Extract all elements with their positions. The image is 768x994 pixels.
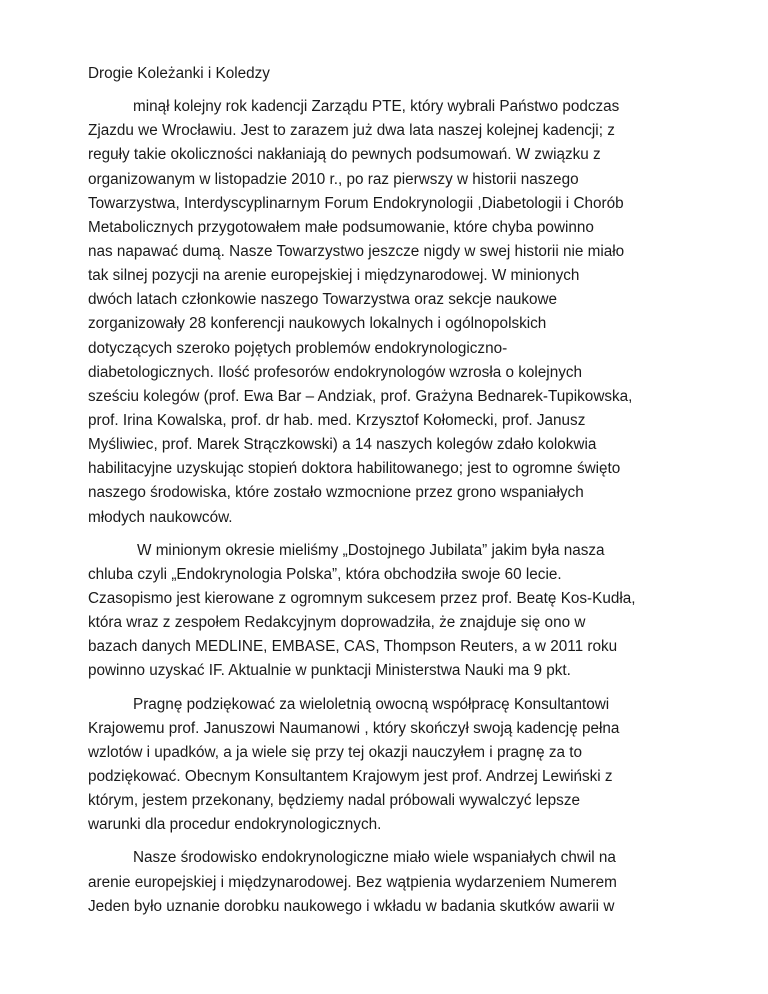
paragraph-line: młodych naukowców. [88,508,233,526]
paragraph-2 [88,539,688,684]
paragraph-line: minął kolejny rok kadencji Zarządu PTE, który wybrali Państwo podczas [133,98,620,116]
paragraph-line: która wraz z zespołem Redakcyjnym doprowadziła, że znajduje się ono w [88,614,586,632]
paragraph-line: prof. Irina Kowalska, prof. dr hab. med. Krzysztof Kołomecki, prof. Janusz [88,411,586,429]
paragraph-1 [88,95,688,530]
paragraph-4 [88,846,688,918]
paragraph-line: Towarzystwa, Interdyscyplinarnym Forum Endokrynologii ,Diabetologii i Chorób [88,194,624,212]
paragraph-3 [88,693,688,838]
paragraph-line: którym, jestem przekonany, będziemy nadal próbowali wywalczyć lepsze [88,792,580,810]
paragraph-line: warunki dla procedur endokrynologicznych. [88,816,382,834]
paragraph-line: powinno uzyskać IF. Aktualnie w punktacji Ministerstwa Nauki ma 9 pkt. [88,662,571,680]
paragraph-gap [88,684,688,693]
paragraph-line: reguły takie okoliczności nakłaniają do pewnych podsumowań. W związku z [88,146,601,164]
paragraph-line: organizowanym w listopadzie 2010 r., po raz pierwszy w historii naszego [88,170,579,188]
paragraph-line: wzlotów i upadków, a ja wiele się przy tej okazji nauczyłem i pragnę za to [88,743,582,761]
paragraph-line: diabetologicznych. Ilość profesorów endokrynologów wzrosła o kolejnych [88,363,583,381]
paragraph-line: Krajowemu prof. Januszowi Naumanowi , który skończył swoją kadencję pełna [88,719,620,737]
paragraph-line: podziękować. Obecnym Konsultantem Krajowym jest prof. Andrzej Lewiński z [88,767,613,785]
greeting: Drogie Koleżanki i Koledzy [88,65,270,82]
paragraph-line: Nasze środowisko endokrynologiczne miało wiele wspaniałych chwil na [133,849,616,867]
paragraph-line: bazach danych MEDLINE, EMBASE, CAS, Thompson Reuters, a w 2011 roku [88,638,618,656]
paragraph-line: Czasopismo jest kierowane z ogromnym sukcesem przez prof. Beatę Kos-Kudła, [88,589,636,607]
document-page [88,62,688,919]
paragraph-line: Jeden było uznanie dorobku naukowego i wkładu w badania skutków awarii w [88,897,615,915]
paragraph-line: dotyczących szeroko pojętych problemów endokrynologiczno- [88,339,508,357]
paragraph-line: dwóch latach członkowie naszego Towarzystwa oraz sekcje naukowe [88,291,558,309]
paragraph-gap [88,530,688,539]
paragraph-line: Zjazdu we Wrocławiu. Jest to zarazem już dwa lata naszej kolejnej kadencji; z [88,122,615,140]
paragraph-gap [88,86,688,95]
paragraph-line: Metabolicznych przygotowałem małe podsumowanie, które chyba powinno [88,218,594,236]
paragraph-gap [88,837,688,846]
paragraph-line: chluba czyli „Endokrynologia Polska”, która obchodziła swoje 60 lecie. [88,565,562,583]
paragraph-line: naszego środowiska, które zostało wzmocnione przez grono wspaniałych [88,484,584,502]
paragraph-line: Pragnę podziękować za wieloletnią owocną współpracę Konsultantowi [133,695,610,713]
paragraph-line: habilitacyjne uzyskując stopień doktora habilitowanego; jest to ogromne święto [88,460,621,478]
paragraph-line: sześciu kolegów (prof. Ewa Bar – Andziak, prof. Grażyna Bednarek-Tupikowska, [88,387,633,405]
paragraph-line: zorganizowały 28 konferencji naukowych lokalnych i ogólnopolskich [88,315,547,333]
paragraph-line: tak silnej pozycji na arenie europejskiej i międzynarodowej. W minionych [88,267,580,285]
paragraph-line: arenie europejskiej i międzynarodowej. Bez wątpienia wydarzeniem Numerem [88,873,617,891]
paragraph-line: Myśliwiec, prof. Marek Strączkowski) a 14 naszych kolegów zdało kolokwia [88,436,597,454]
paragraph-line: nas napawać dumą. Nasze Towarzystwo jeszcze nigdy w swej historii nie miało [88,242,625,260]
paragraph-line: W minionym okresie mieliśmy „Dostojnego Jubilata” jakim była nasza [137,541,605,559]
